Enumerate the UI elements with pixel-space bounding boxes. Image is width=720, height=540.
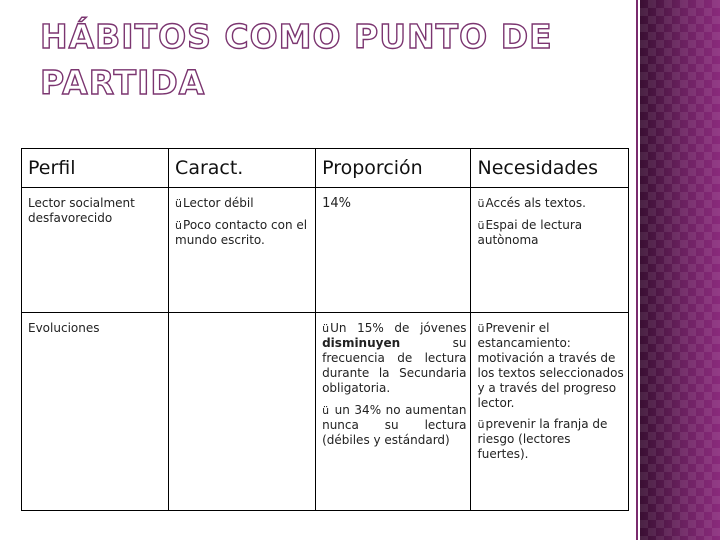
- cell-caract: [169, 188, 316, 313]
- list-item: üAccés als textos.: [477, 196, 586, 210]
- check-icon: ü: [175, 197, 183, 210]
- slide-title: [40, 14, 620, 106]
- cell-proporcion: [316, 313, 471, 511]
- check-icon: ü: [175, 219, 183, 232]
- table-header-row: [22, 149, 629, 188]
- header-necesidades: Necesidades: [471, 149, 629, 188]
- slide-title-line-2: PARTIDA: [40, 63, 206, 102]
- list-item: üUn 15% de jóvenes disminuyen su frecuencia de lectura durante la Secundaria obligatoria.: [322, 321, 467, 395]
- cell-perfil: Evoluciones: [22, 313, 169, 511]
- cell-perfil: Lector socialment desfavorecido: [22, 188, 169, 313]
- header-perfil: Perfil: [22, 149, 169, 188]
- check-icon: ü: [477, 219, 485, 232]
- check-icon: ü: [477, 197, 485, 210]
- table-row: [22, 188, 629, 313]
- list-item: üPoco contacto con el mundo escrito.: [175, 218, 308, 247]
- list-item: üEspai de lectura autònoma: [477, 218, 583, 247]
- list-item: ü un 34% no aumentan nunca su lectura (débiles y estándard): [322, 403, 467, 447]
- list-item: üPrevenir el estancamiento: motivación a través de los textos seleccionados y a través del progreso lector.: [477, 321, 624, 410]
- profiles-table: [21, 148, 629, 511]
- table-row: [22, 313, 629, 511]
- cell-necesidades: [471, 313, 629, 511]
- cell-necesidades: [471, 188, 629, 313]
- slide-title-line-1: HÁBITOS COMO PUNTO DE: [40, 17, 553, 56]
- list-item: üprevenir la franja de riesgo (lectores fuertes).: [477, 417, 608, 461]
- check-icon: ü: [477, 418, 485, 431]
- list-item: üLector débil: [175, 196, 254, 210]
- decorative-side-band: [640, 0, 720, 540]
- header-proporcion: Proporción: [316, 149, 471, 188]
- cell-proporcion: 14%: [316, 188, 471, 313]
- cell-caract: [169, 313, 316, 511]
- check-icon: ü: [322, 404, 330, 417]
- check-icon: ü: [477, 322, 485, 335]
- check-icon: ü: [322, 322, 330, 335]
- side-divider-line: [636, 0, 638, 540]
- header-caract: Caract.: [169, 149, 316, 188]
